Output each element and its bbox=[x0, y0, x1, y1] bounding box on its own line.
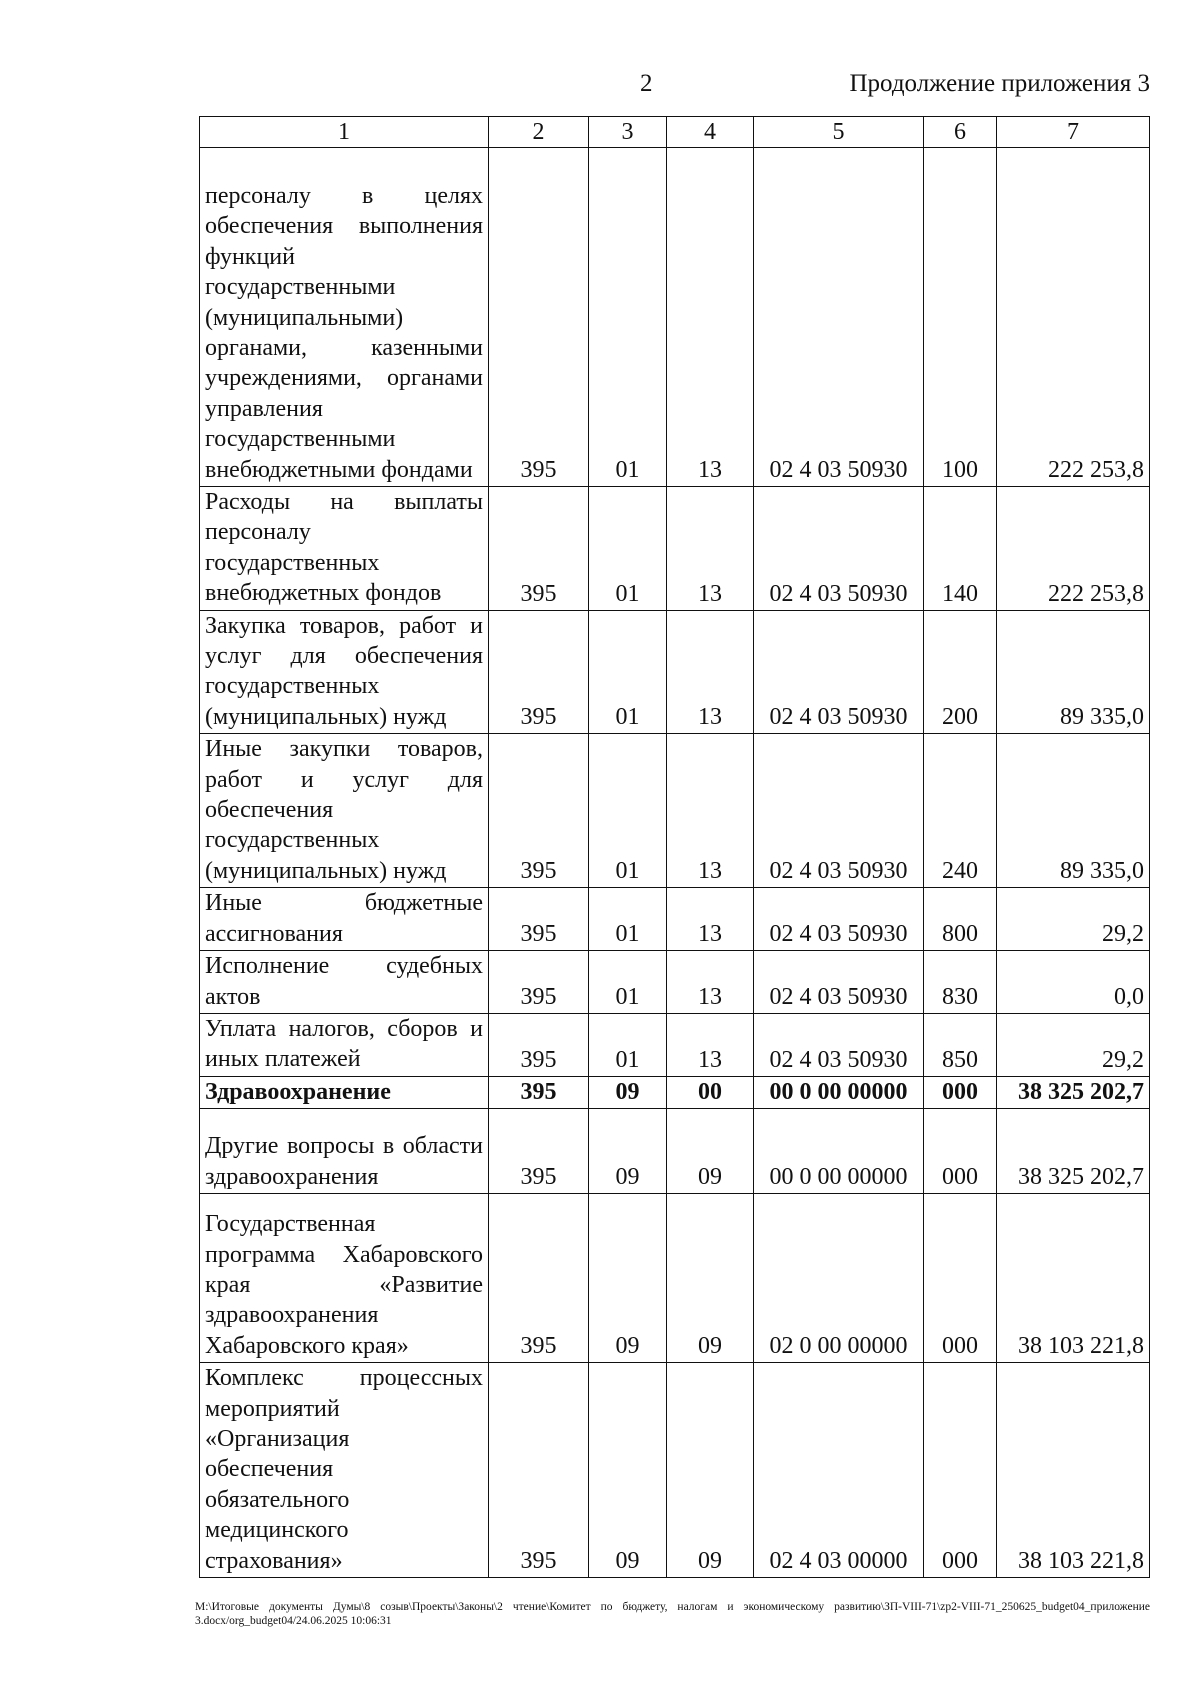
row-code-6: 140 bbox=[924, 487, 997, 611]
row-code-2: 395 bbox=[489, 1363, 589, 1578]
row-description: Расходы на выплаты персоналу государственных внебюджетных фондов bbox=[200, 487, 489, 611]
row-code-5: 00 0 00 00000 bbox=[754, 1076, 924, 1108]
row-code-2: 395 bbox=[489, 888, 589, 951]
row-code-3: 09 bbox=[589, 1076, 667, 1108]
column-header: 5 bbox=[754, 117, 924, 148]
table-header-row bbox=[200, 117, 1150, 148]
row-description: Здравоохранение bbox=[200, 1076, 489, 1108]
row-code-4: 00 bbox=[667, 1076, 754, 1108]
row-code-4: 13 bbox=[667, 888, 754, 951]
page-number: 2 bbox=[640, 70, 653, 97]
row-code-3: 01 bbox=[589, 951, 667, 1014]
row-code-2: 395 bbox=[489, 487, 589, 611]
column-header: 2 bbox=[489, 117, 589, 148]
table-row bbox=[200, 734, 1150, 888]
row-code-6: 850 bbox=[924, 1013, 997, 1076]
row-code-5: 02 4 03 50930 bbox=[754, 148, 924, 487]
row-amount: 222 253,8 bbox=[997, 148, 1150, 487]
column-header: 7 bbox=[997, 117, 1150, 148]
row-code-3: 01 bbox=[589, 734, 667, 888]
header-note: Продолжение приложения 3 bbox=[849, 70, 1150, 97]
row-code-6: 240 bbox=[924, 734, 997, 888]
column-header: 3 bbox=[589, 117, 667, 148]
row-code-2: 395 bbox=[489, 951, 589, 1014]
table-row bbox=[200, 1013, 1150, 1076]
row-description: Другие вопросы в области здравоохранения bbox=[200, 1109, 489, 1194]
row-code-5: 02 4 03 00000 bbox=[754, 1363, 924, 1578]
row-amount: 29,2 bbox=[997, 1013, 1150, 1076]
row-description: Иные закупки товаров, работ и услуг для обеспечения государственных (муниципальных) нужд bbox=[200, 734, 489, 888]
row-description: Государственная программа Хабаровского края «Развитие здравоохранения Хабаровского края» bbox=[200, 1194, 489, 1363]
row-code-4: 09 bbox=[667, 1363, 754, 1578]
table-row bbox=[200, 951, 1150, 1014]
row-code-6: 000 bbox=[924, 1076, 997, 1108]
row-code-6: 000 bbox=[924, 1194, 997, 1363]
table-row bbox=[200, 610, 1150, 734]
row-code-5: 02 4 03 50930 bbox=[754, 1013, 924, 1076]
table-row bbox=[200, 1109, 1150, 1194]
row-code-4: 13 bbox=[667, 734, 754, 888]
table-row bbox=[200, 148, 1150, 487]
row-code-2: 395 bbox=[489, 1194, 589, 1363]
table-row bbox=[200, 888, 1150, 951]
row-code-6: 830 bbox=[924, 951, 997, 1014]
row-amount: 29,2 bbox=[997, 888, 1150, 951]
row-amount: 222 253,8 bbox=[997, 487, 1150, 611]
row-code-3: 01 bbox=[589, 487, 667, 611]
row-description: Закупка товаров, работ и услуг для обеспечения государственных (муниципальных) нужд bbox=[200, 610, 489, 734]
row-code-3: 01 bbox=[589, 1013, 667, 1076]
row-code-4: 09 bbox=[667, 1194, 754, 1363]
row-code-2: 395 bbox=[489, 1076, 589, 1108]
row-code-4: 13 bbox=[667, 610, 754, 734]
row-code-3: 01 bbox=[589, 888, 667, 951]
row-code-2: 395 bbox=[489, 734, 589, 888]
row-code-5: 02 4 03 50930 bbox=[754, 610, 924, 734]
budget-table bbox=[199, 116, 1150, 1578]
row-code-5: 00 0 00 00000 bbox=[754, 1109, 924, 1194]
row-description: Иные бюджетные ассигнования bbox=[200, 888, 489, 951]
row-code-6: 000 bbox=[924, 1109, 997, 1194]
row-code-6: 100 bbox=[924, 148, 997, 487]
row-description: Уплата налогов, сборов и иных платежей bbox=[200, 1013, 489, 1076]
column-header: 1 bbox=[200, 117, 489, 148]
row-code-3: 09 bbox=[589, 1194, 667, 1363]
table-row bbox=[200, 1194, 1150, 1363]
row-code-5: 02 0 00 00000 bbox=[754, 1194, 924, 1363]
row-amount: 89 335,0 bbox=[997, 610, 1150, 734]
row-code-3: 01 bbox=[589, 610, 667, 734]
row-code-4: 13 bbox=[667, 487, 754, 611]
row-code-5: 02 4 03 50930 bbox=[754, 951, 924, 1014]
row-code-3: 09 bbox=[589, 1109, 667, 1194]
row-amount: 38 103 221,8 bbox=[997, 1363, 1150, 1578]
table-row bbox=[200, 1076, 1150, 1108]
row-code-3: 09 bbox=[589, 1363, 667, 1578]
column-header: 4 bbox=[667, 117, 754, 148]
row-amount: 38 325 202,7 bbox=[997, 1076, 1150, 1108]
row-code-4: 13 bbox=[667, 951, 754, 1014]
row-code-6: 800 bbox=[924, 888, 997, 951]
row-code-4: 13 bbox=[667, 148, 754, 487]
table-row bbox=[200, 1363, 1150, 1578]
row-amount: 89 335,0 bbox=[997, 734, 1150, 888]
row-description: Комплекс процессных мероприятий «Организация обеспечения обязательного медицинского страхования» bbox=[200, 1363, 489, 1578]
row-description: Исполнение судебных актов bbox=[200, 951, 489, 1014]
document-path-footer: M:\Итоговые документы Думы\8 созыв\Проекты\Законы\2 чтение\Комитет по бюджету, налогам и экономическому развитию\ЗП-VIII-71\zp2-VIII-71_250625_budget04_приложение 3.docx/org_budget04/24.06.2025 10:06:31 bbox=[195, 1601, 1150, 1627]
row-code-5: 02 4 03 50930 bbox=[754, 888, 924, 951]
row-code-4: 09 bbox=[667, 1109, 754, 1194]
row-amount: 38 103 221,8 bbox=[997, 1194, 1150, 1363]
row-code-2: 395 bbox=[489, 610, 589, 734]
row-code-2: 395 bbox=[489, 1013, 589, 1076]
row-code-2: 395 bbox=[489, 1109, 589, 1194]
row-code-5: 02 4 03 50930 bbox=[754, 487, 924, 611]
row-code-6: 200 bbox=[924, 610, 997, 734]
row-amount: 38 325 202,7 bbox=[997, 1109, 1150, 1194]
table-row bbox=[200, 487, 1150, 611]
row-code-5: 02 4 03 50930 bbox=[754, 734, 924, 888]
row-code-4: 13 bbox=[667, 1013, 754, 1076]
row-code-2: 395 bbox=[489, 148, 589, 487]
row-code-6: 000 bbox=[924, 1363, 997, 1578]
row-code-3: 01 bbox=[589, 148, 667, 487]
row-amount: 0,0 bbox=[997, 951, 1150, 1014]
row-description: персоналу в целях обеспечения выполнения функций государственными (муниципальными) органами, казенными учреждениями, органами управления государственными внебюджетными фондами bbox=[200, 148, 489, 487]
column-header: 6 bbox=[924, 117, 997, 148]
